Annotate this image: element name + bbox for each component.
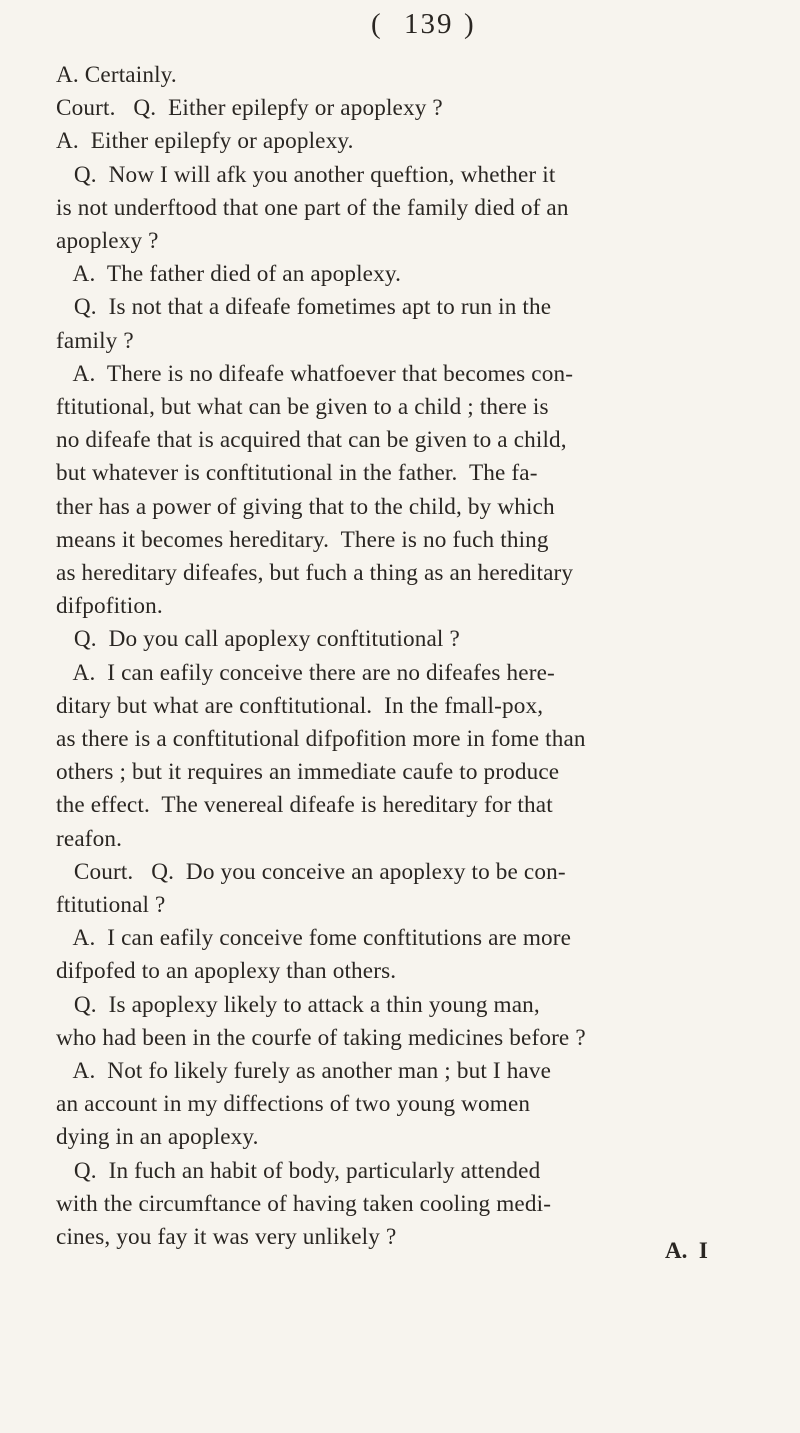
text-line: an account in my diffections of two young women	[56, 1091, 531, 1118]
text-line: A. Either epilepfy or apoplexy.	[56, 128, 354, 155]
text-line: difpofed to an apoplexy than others.	[56, 958, 397, 985]
text-line: difpofition.	[56, 593, 163, 620]
text-line: Court. Q. Do you conceive an apoplexy to be con-	[56, 858, 566, 885]
text-line: as there is a conftitutional difpofition more in fome than	[56, 726, 586, 752]
text-line: ftitutional, but what can be given to a child ; there is	[56, 394, 549, 420]
header-right-paren: )	[464, 8, 476, 40]
text-line: means it becomes hereditary. There is no fuch thing	[56, 526, 549, 553]
text-line: A. There is no difeafe whatfoever that becomes con-	[56, 360, 574, 387]
text-line: ftitutional ?	[56, 892, 166, 918]
text-line: the effect. The venereal difeafe is hereditary for that	[56, 792, 553, 819]
text-line: family ?	[56, 327, 134, 354]
text-line: Court. Q. Either epilepfy or apoplexy ?	[56, 95, 443, 122]
text-line: dying in an apoplexy.	[56, 1124, 259, 1151]
text-line: Q. Now I will afk you another queftion, whether it	[56, 161, 556, 188]
text-line: but whatever is conftitutional in the father. The fa-	[56, 460, 538, 487]
header-left-paren: (	[371, 8, 383, 40]
text-line: A. I can eafily conceive fome conftitutions are more	[56, 925, 572, 952]
text-line: no difeafe that is acquired that can be given to a child,	[56, 427, 567, 454]
text-line: Q. Is not that a difeafe fometimes apt to run in the	[56, 294, 552, 321]
text-line: A. The father died of an apoplexy.	[56, 261, 402, 288]
text-line: is not underftood that one part of the family died of an	[56, 194, 569, 221]
text-line: ther has a power of giving that to the child, by which	[56, 493, 555, 520]
catchword: A. I	[665, 1238, 708, 1263]
text-line: Q. Is apoplexy likely to attack a thin young man,	[56, 991, 540, 1018]
text-line: reafon.	[56, 825, 123, 852]
text-line: A. Not fo likely furely as another man ; but I have	[56, 1058, 552, 1084]
text-line: cines, you fay it was very unlikely ?	[56, 1224, 397, 1250]
text-line: who had been in the courfe of taking medicines before ?	[56, 1024, 586, 1051]
text-line: Q. Do you call apoplexy conftitutional ?	[56, 626, 460, 653]
text-line: A. I can eafily conceive there are no difeafes here-	[56, 659, 555, 686]
text-line: with the circumftance of having taken cooling medi-	[56, 1190, 552, 1217]
text-line: Q. In fuch an habit of body, particularly attended	[56, 1157, 541, 1184]
text-line: ditary but what are conftitutional. In the fmall-pox,	[56, 692, 544, 719]
text-line: as hereditary difeafes, but fuch a thing as an hereditary	[56, 560, 574, 586]
text-line: apoplexy ?	[56, 228, 159, 254]
text-line: A. Certainly.	[56, 62, 177, 88]
page-number: 139	[404, 8, 454, 40]
text-line: others ; but it requires an immediate caufe to produce	[56, 759, 560, 786]
